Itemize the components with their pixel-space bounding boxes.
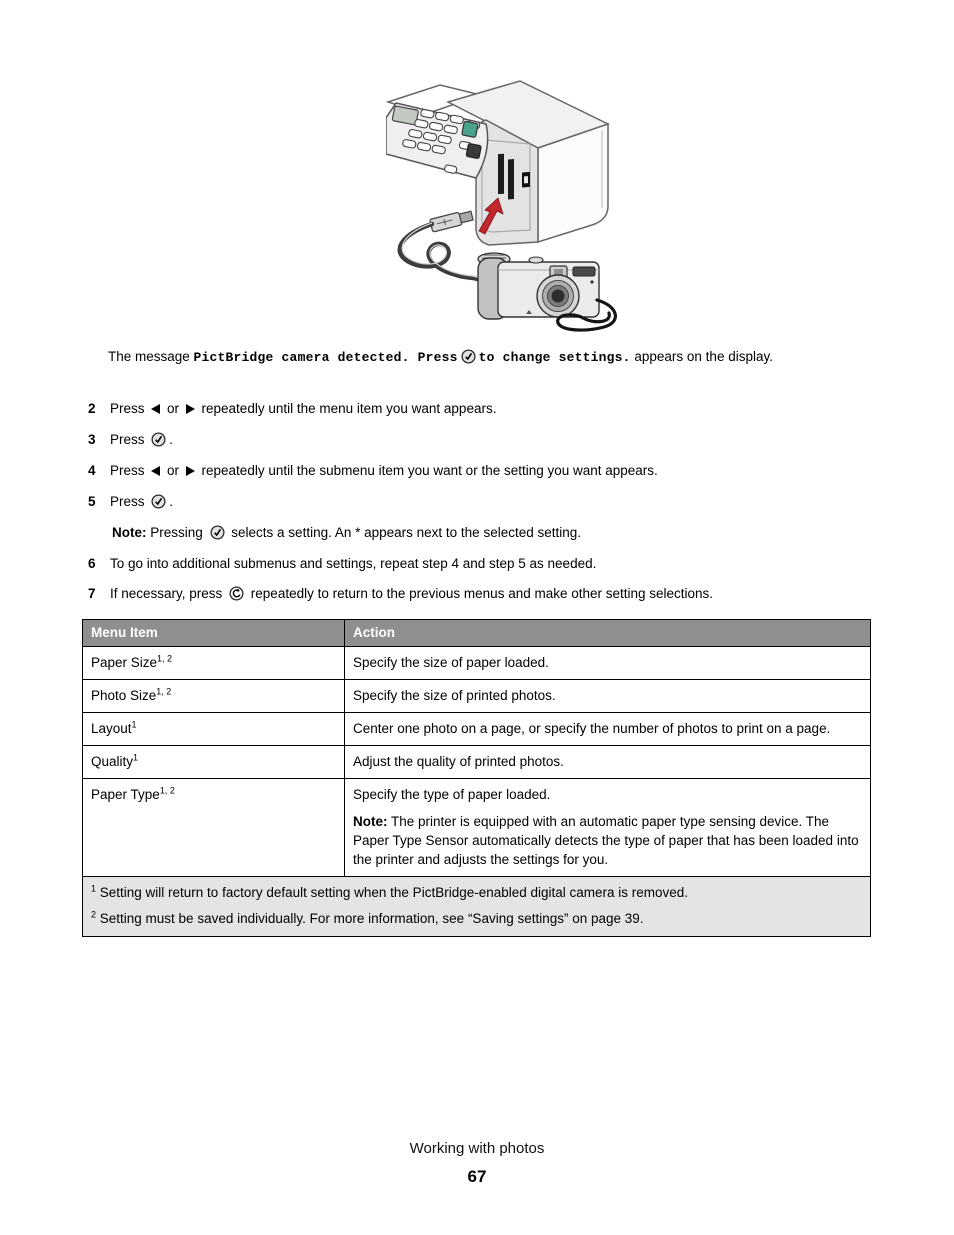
footnote-marker: 1	[91, 883, 97, 894]
menu-item-cell	[83, 680, 345, 713]
footnote-marker: 1, 2	[159, 785, 175, 796]
note-text-part: selects a setting. An * appears next to the selected setting.	[227, 525, 581, 540]
footnote	[91, 883, 862, 902]
step-text: To go into additional submenus and settings, repeat step 4 and step 5 as needed.	[110, 556, 597, 571]
table-row	[83, 647, 871, 680]
table-row	[83, 680, 871, 713]
step-number: 5	[88, 494, 96, 509]
menu-item-label: Layout	[91, 721, 132, 736]
step-5	[88, 491, 880, 512]
table-row	[83, 746, 871, 779]
step-4	[88, 460, 880, 481]
footnote-marker: 1	[131, 719, 137, 730]
menu-item-label: Quality	[91, 754, 134, 769]
right-arrow-icon	[186, 404, 195, 414]
note-text-part: Pressing	[146, 525, 207, 540]
step-7	[88, 583, 880, 604]
action-cell: Specify the size of paper loaded.	[345, 647, 871, 680]
menu-item-cell	[83, 779, 345, 877]
step-text	[110, 491, 880, 512]
step-text-part: If necessary, press	[110, 586, 227, 601]
step-text-part: repeatedly to return to the previous menus and make other setting selections.	[247, 586, 714, 601]
footer-page-number: 67	[467, 1167, 487, 1186]
menu-item-cell	[83, 647, 345, 680]
back-button-icon	[229, 586, 244, 601]
column-header-menu-item: Menu Item	[83, 620, 345, 647]
display-message-text: PictBridge camera detected. Press	[193, 350, 458, 365]
menu-item-label: Paper Type	[91, 787, 160, 802]
select-button-icon	[210, 525, 225, 540]
table-footnotes	[82, 877, 871, 937]
action-text: Specify the type of paper loaded.	[353, 787, 551, 802]
step-text-part: .	[169, 432, 174, 447]
step-text-part: Press	[110, 432, 149, 447]
footnote-text: Setting must be saved individually. For more information, see “Saving settings” on page 39.	[96, 911, 644, 926]
step-number: 7	[88, 586, 96, 601]
step-text	[110, 429, 880, 450]
menu-table	[82, 619, 871, 877]
footnote	[91, 909, 862, 928]
table-row	[83, 713, 871, 746]
menu-table-section	[82, 619, 871, 937]
step-text-part: or	[163, 463, 183, 478]
action-cell: Specify the size of printed photos.	[345, 680, 871, 713]
step-number: 4	[88, 463, 96, 478]
step-text-part: .	[169, 494, 174, 509]
menu-item-cell	[83, 713, 345, 746]
footnote-marker: 1	[133, 752, 139, 763]
footer-section-title: Working with photos	[409, 1140, 545, 1157]
action-cell	[345, 779, 871, 877]
left-arrow-icon	[151, 404, 160, 414]
step-text-part: Press	[110, 401, 149, 416]
note-label: Note:	[353, 814, 388, 829]
step-2	[88, 398, 880, 419]
action-cell: Adjust the quality of printed photos.	[345, 746, 871, 779]
intro-suffix: appears on the display.	[630, 349, 773, 364]
step-text-part: or	[163, 401, 183, 416]
step-text-part: Press	[110, 494, 149, 509]
footnote-marker: 1, 2	[156, 686, 172, 697]
note-line	[112, 522, 878, 543]
select-button-icon	[151, 494, 166, 509]
step-text	[110, 460, 880, 481]
table-header-row	[83, 620, 871, 647]
column-header-action: Action	[345, 620, 871, 647]
menu-item-label: Photo Size	[91, 688, 157, 703]
select-button-icon	[151, 432, 166, 447]
display-message-text-2: to change settings.	[478, 350, 631, 365]
footnote-marker: 2	[91, 909, 97, 920]
step-text-part: repeatedly until the menu item you want appears.	[197, 401, 497, 416]
step-number: 3	[88, 432, 96, 447]
table-row	[83, 779, 871, 877]
select-button-icon	[461, 349, 476, 364]
step-number: 6	[88, 556, 96, 571]
step-text-part: Press	[110, 463, 149, 478]
step-number: 2	[88, 401, 96, 416]
left-arrow-icon	[151, 466, 160, 476]
intro-prefix: The message	[108, 349, 194, 364]
footnote-marker: 1, 2	[157, 653, 173, 664]
note-text: The printer is equipped with an automatic paper type sensing device. The Paper Type Sensor automatically detects the type of paper that has been loaded into the printer and adjusts the settings for you.	[353, 814, 859, 867]
menu-item-label: Paper Size	[91, 655, 158, 670]
action-cell: Center one photo on a page, or specify the number of photos to print on a page.	[345, 713, 871, 746]
right-arrow-icon	[186, 466, 195, 476]
footnote-text: Setting will return to factory default setting when the PictBridge-enabled digital camera is removed.	[96, 885, 689, 900]
step-text	[110, 398, 880, 419]
step-6	[88, 553, 880, 574]
note-label: Note:	[112, 525, 147, 540]
step-3	[88, 429, 880, 450]
menu-item-cell	[83, 746, 345, 779]
printer-camera-drawing	[386, 78, 624, 334]
step-text	[110, 583, 880, 604]
step-text-part: repeatedly until the submenu item you want or the setting you want appears.	[197, 463, 658, 478]
printer-camera-illustration	[386, 78, 624, 337]
intro-paragraph	[108, 346, 874, 368]
action-note	[353, 812, 862, 869]
